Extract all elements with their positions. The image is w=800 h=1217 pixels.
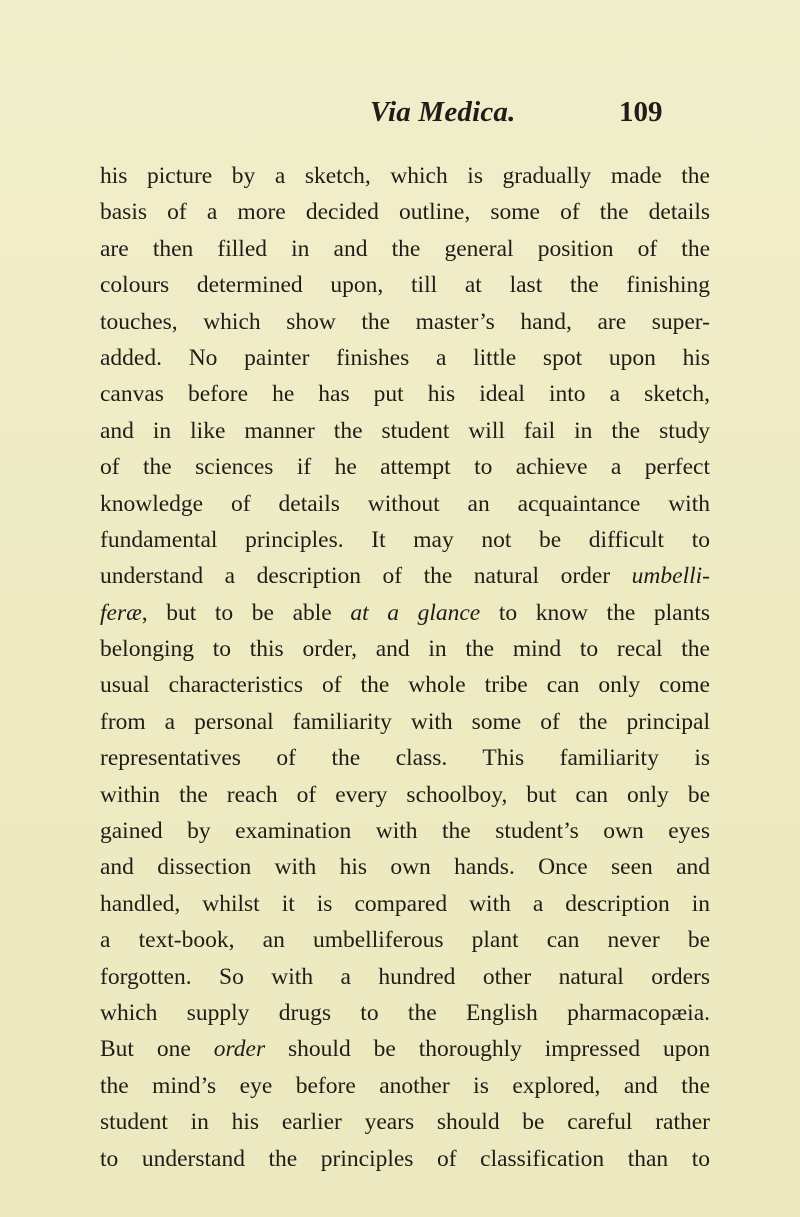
text-line: [100, 376, 710, 412]
text-run: usual characteristics of the whole tribe can only come: [100, 672, 710, 699]
text-line: [100, 995, 710, 1031]
text-line: [100, 449, 710, 485]
text-line: [100, 1068, 710, 1104]
body-text: [100, 158, 710, 1177]
text-line: [100, 886, 710, 922]
text-run: added. No painter finishes a little spot upon his: [100, 344, 710, 371]
text-line: [100, 558, 710, 594]
text-line: [100, 194, 710, 230]
text-run: feræ: [100, 599, 142, 626]
text-run: colours determined upon, till at last the finishing: [100, 272, 710, 299]
text-run: knowledge of details without an acquaintance with: [100, 490, 710, 517]
text-line: [100, 1141, 710, 1177]
text-line: [100, 1104, 710, 1140]
text-run: from a personal familiarity with some of the principal: [100, 708, 710, 735]
running-title: Via Medica.: [370, 96, 516, 128]
text-run: canvas before he has put his ideal into a sketch,: [100, 381, 710, 408]
text-run: a text-book, an umbelliferous plant can never be: [100, 927, 710, 954]
text-line: [100, 704, 710, 740]
text-run: gained by examination with the student’s own eyes: [100, 818, 710, 845]
text-run: belonging to this order, and in the mind to recal the: [100, 636, 710, 663]
text-line: [100, 740, 710, 776]
text-run: which supply drugs to the English pharmacopæia.: [100, 999, 710, 1026]
text-run: forgotten. So with a hundred other natural orders: [100, 963, 710, 990]
text-line: [100, 849, 710, 885]
text-run: to know the plants: [480, 599, 710, 626]
text-line: [100, 267, 710, 303]
text-run: fundamental principles. It may not be difficult to: [100, 526, 710, 553]
text-line: [100, 922, 710, 958]
text-line: [100, 413, 710, 449]
text-run: within the reach of every schoolboy, but can only be: [100, 781, 710, 808]
text-run: his picture by a sketch, which is gradually made the: [100, 163, 710, 189]
text-line: [100, 595, 710, 631]
text-run: and in like manner the student will fail in the study: [100, 417, 710, 444]
text-run: and dissection with his own hands. Once seen and: [100, 854, 710, 881]
text-run: basis of a more decided outline, some of the details: [100, 199, 710, 226]
text-line: [100, 231, 710, 267]
text-run: order: [213, 1036, 266, 1063]
text-run: representatives of the class. This familiarity is: [100, 745, 710, 772]
text-run: to understand the principles of classification than to: [100, 1145, 710, 1172]
text-line: [100, 959, 710, 995]
text-run: touches, which show the master’s hand, are super-: [100, 308, 710, 335]
text-run: handled, whilst it is compared with a description in: [100, 890, 710, 917]
text-line: [100, 340, 710, 376]
running-head: [0, 96, 800, 136]
text-line: [100, 158, 710, 194]
text-run: umbelli-: [631, 563, 710, 590]
text-run: at a glance: [350, 599, 481, 626]
text-line: [100, 631, 710, 667]
text-line: [100, 667, 710, 703]
text-line: [100, 486, 710, 522]
text-run: , but to be able: [141, 599, 351, 626]
text-run: But one: [100, 1036, 214, 1063]
text-run: student in his earlier years should be careful rather: [100, 1109, 710, 1136]
text-line: [100, 813, 710, 849]
text-line: [100, 777, 710, 813]
text-run: understand a description of the natural order: [100, 563, 632, 590]
text-run: of the sciences if he attempt to achieve a perfect: [100, 454, 710, 481]
text-line: [100, 304, 710, 340]
text-line: [100, 522, 710, 558]
text-line: [100, 1031, 710, 1067]
text-run: the mind’s eye before another is explored, and the: [100, 1072, 710, 1099]
page-number: 109: [619, 96, 663, 128]
text-run: are then filled in and the general position of the: [100, 235, 710, 262]
text-run: should be thoroughly impressed upon: [265, 1036, 710, 1063]
